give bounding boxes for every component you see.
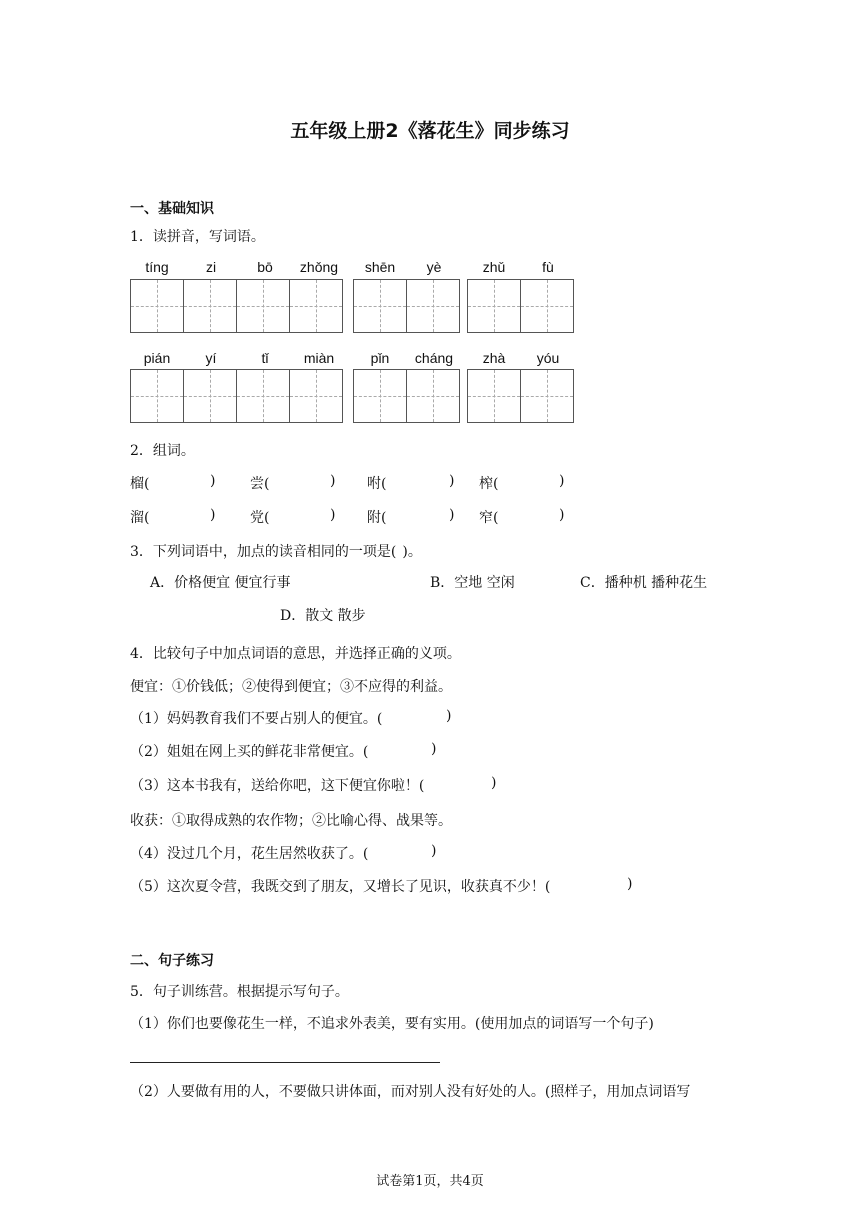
word-blank: 窄( <box>479 510 499 526</box>
q4-sentence-3: （3）这本书我有，送给你吧，这下便宜你啦！( <box>130 778 425 794</box>
writing-grid[interactable] <box>467 369 574 423</box>
blank-close: ) <box>449 473 455 489</box>
pinyin: zi <box>205 259 217 275</box>
question-5-prompt: 5．句子训练营。根据提示写句子。 <box>130 984 349 1000</box>
page-title: 五年级上册2《落花生》同步练习 <box>290 120 570 142</box>
blank-close: ) <box>210 473 216 489</box>
blank-close: ) <box>446 708 452 724</box>
pinyin: yí <box>205 350 217 366</box>
pinyin: shēn <box>364 259 396 275</box>
blank-close: ) <box>491 775 497 791</box>
writing-grid[interactable] <box>353 279 460 333</box>
option-c[interactable]: C．播种机 播种花生 <box>580 575 708 591</box>
blank-close: ) <box>449 507 455 523</box>
definition-shouhuo: 收获：①取得成熟的农作物；②比喻心得、战果等。 <box>130 813 452 829</box>
word-blank: 尝( <box>250 476 270 492</box>
writing-grid[interactable] <box>467 279 574 333</box>
writing-grid[interactable] <box>353 369 460 423</box>
pinyin: zhǒng <box>299 259 339 275</box>
word-blank: 党( <box>250 510 270 526</box>
blank-close: ) <box>559 473 565 489</box>
q4-sentence-1: （1）妈妈教育我们不要占别人的便宜。( <box>130 711 383 727</box>
word-blank: 咐( <box>367 476 387 492</box>
q3-prompt-end: )。 <box>402 544 422 560</box>
pinyin: pián <box>143 350 171 366</box>
blank-close: ) <box>330 473 336 489</box>
section-heading-sentences: 二、句子练习 <box>130 953 214 969</box>
blank-close: ) <box>210 507 216 523</box>
pinyin: pǐn <box>370 350 390 366</box>
blank-close: ) <box>330 507 336 523</box>
answer-line[interactable] <box>130 1062 440 1063</box>
q5-sentence-1: （1）你们也要像花生一样，不追求外表美，要有实用。(使用加点的词语写一个句子) <box>130 1016 654 1032</box>
q3-prompt-text: 3．下列词语中，加点的读音相同的一项是( <box>130 544 397 560</box>
q4-sentence-5: （5）这次夏令营，我既交到了朋友，又增长了见识，收获真不少！( <box>130 879 551 895</box>
pinyin: fù <box>542 259 554 275</box>
q4-sentence-4: （4）没过几个月，花生居然收获了。( <box>130 846 369 862</box>
pinyin: bō <box>257 259 273 275</box>
pinyin: yè <box>426 259 442 275</box>
pinyin: tíng <box>145 259 169 275</box>
definition-pianyi: 便宜：①价钱低；②使得到便宜；③不应得的利益。 <box>130 679 452 695</box>
q4-sentence-2: （2）姐姐在网上买的鲜花非常便宜。( <box>130 744 369 760</box>
word-blank: 附( <box>367 510 387 526</box>
pinyin: zhà <box>482 350 506 366</box>
option-a[interactable]: A．价格便宜 便宜行事 <box>150 575 291 591</box>
question-3-prompt <box>130 541 422 561</box>
pinyin: zhǔ <box>482 259 506 275</box>
pinyin: miàn <box>303 350 335 366</box>
question-2-prompt: 2．组词。 <box>130 443 195 459</box>
word-blank: 榴( <box>130 476 150 492</box>
section-heading-basic: 一、基础知识 <box>130 201 214 217</box>
page-footer: 试卷第1页，共4页 <box>376 1174 484 1189</box>
writing-grid[interactable] <box>130 279 343 333</box>
question-1-prompt: 1．读拼音，写词语。 <box>130 229 265 245</box>
writing-grid[interactable] <box>130 369 343 423</box>
blank-close: ) <box>431 843 437 859</box>
blank-close: ) <box>431 741 437 757</box>
option-b[interactable]: B．空地 空闲 <box>430 575 515 591</box>
word-blank: 榨( <box>479 476 499 492</box>
q5-sentence-2: （2）人要做有用的人，不要做只讲体面，而对别人没有好处的人。(照样子，用加点词语写 <box>130 1084 691 1100</box>
blank-close: ) <box>627 876 633 892</box>
pinyin: tǐ <box>261 350 269 366</box>
word-blank: 溜( <box>130 510 150 526</box>
pinyin: yóu <box>536 350 560 366</box>
option-d[interactable]: D．散文 散步 <box>280 608 366 624</box>
pinyin: cháng <box>414 350 454 366</box>
blank-close: ) <box>559 507 565 523</box>
question-4-prompt: 4．比较句子中加点词语的意思，并选择正确的义项。 <box>130 646 461 662</box>
